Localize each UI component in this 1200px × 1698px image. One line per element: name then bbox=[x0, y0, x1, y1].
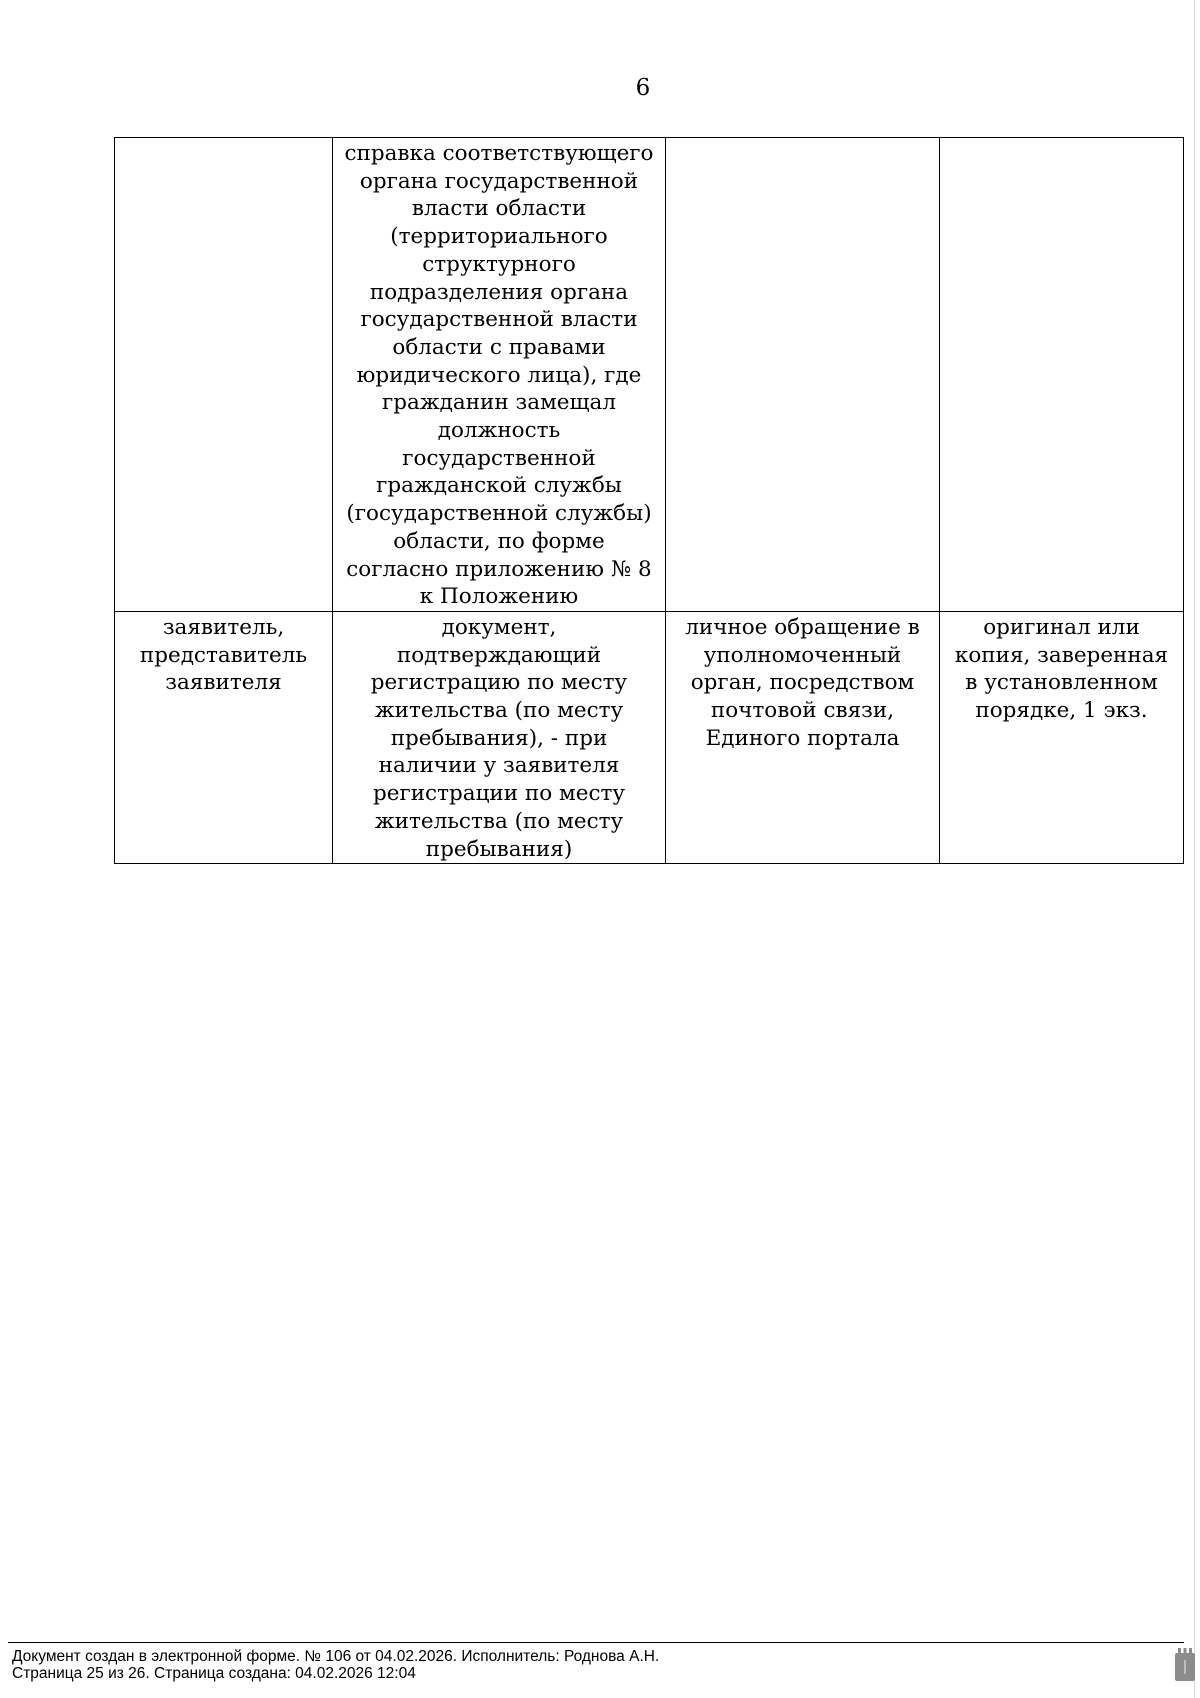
applicant-cell bbox=[115, 138, 333, 612]
document-text: справка соответствующего органа государственной власти области (территориального структурного подразделения органа государственной власти области с правами юридического лица), где гражданин замещал должность государственной гражданской службы (государственной службы) области, по форме согласно приложению № 8 к Положению bbox=[344, 141, 654, 610]
footer-line-document-info: Документ создан в электронной форме. № 106 от 04.02.2026. Исполнитель: Роднова А.Н. bbox=[12, 1648, 660, 1665]
table-row bbox=[115, 138, 1184, 612]
document-text: документ, подтверждающий регистрацию по месту жительства (по месту пребывания), - при наличии у заявителя регистрации по месту жительства (по месту пребывания) bbox=[370, 614, 628, 862]
copies-cell bbox=[940, 611, 1184, 863]
document-cell bbox=[333, 611, 666, 863]
table-row bbox=[115, 611, 1184, 863]
page-number: 6 bbox=[635, 75, 651, 101]
document-cell bbox=[333, 138, 666, 612]
applicant-cell bbox=[115, 611, 333, 863]
page-edge bbox=[1194, 0, 1195, 1698]
coat-of-arms-icon bbox=[1174, 1648, 1196, 1682]
submission-method-cell bbox=[666, 611, 940, 863]
copies-cell bbox=[940, 138, 1184, 612]
copies-text: оригинал или копия, заверенная в установленном порядке, 1 экз. bbox=[954, 614, 1169, 724]
submission-method-cell bbox=[666, 138, 940, 612]
footer-divider bbox=[8, 1642, 1184, 1643]
footer-line-page-info: Страница 25 из 26. Страница создана: 04.02.2026 12:04 bbox=[12, 1665, 416, 1682]
applicant-text: заявитель, представитель заявителя bbox=[139, 614, 308, 696]
submission-method-text: личное обращение в уполномоченный орган, посредством почтовой связи, Единого портала bbox=[685, 614, 920, 751]
documents-table bbox=[114, 137, 1184, 864]
footer bbox=[12, 1648, 659, 1682]
